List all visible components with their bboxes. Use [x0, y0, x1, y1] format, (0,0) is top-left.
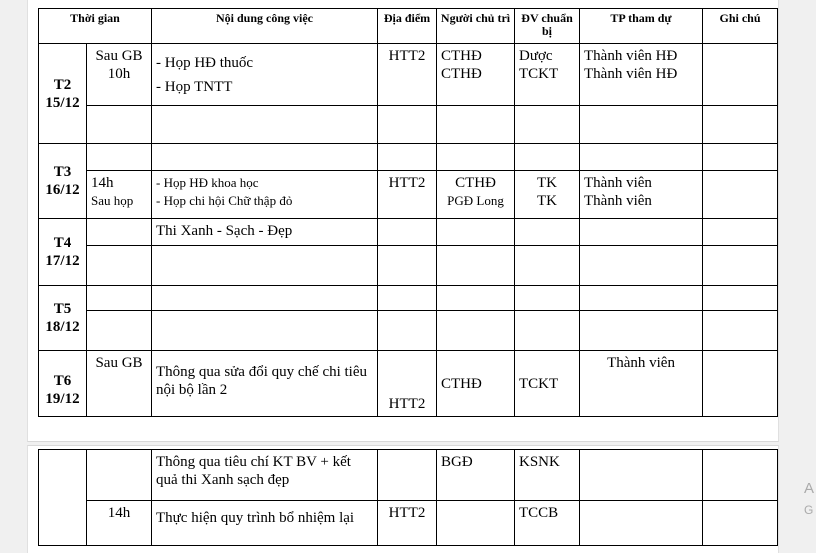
table-row: [39, 144, 778, 171]
header-note: Ghi chú: [703, 9, 778, 44]
time-cell: Sau GB 10h: [87, 44, 152, 106]
time-cell: 14h Sau họp: [87, 171, 152, 219]
prep-cell: TCCB: [515, 501, 580, 546]
schedule-table: [38, 8, 778, 417]
prep-cell: TCKT: [515, 351, 580, 417]
place-cell: HTT2: [378, 171, 437, 219]
attend-cell: Thành viên Thành viên: [580, 171, 703, 219]
prep-cell: Dược TCKT: [515, 44, 580, 106]
prep-cell: TK TK: [515, 171, 580, 219]
content-cell: Thông qua tiêu chí KT BV + kết quả thi Xanh sạch đẹp: [152, 450, 378, 501]
table-row: [39, 44, 778, 106]
content-cell: Thông qua sửa đổi quy chế chi tiêu nội bộ lần 2: [152, 351, 378, 417]
time-cell: Sau GB: [87, 351, 152, 417]
note-cell: [703, 171, 778, 219]
content-cell: Thực hiện quy trình bổ nhiệm lại: [152, 501, 378, 546]
table-row: [39, 501, 778, 546]
header-time: Thời gian: [39, 9, 152, 44]
table-row: [39, 311, 778, 351]
content-cell: Thi Xanh - Sạch - Đẹp: [152, 219, 378, 246]
day-label: T2: [53, 76, 72, 93]
day-cell: [39, 286, 87, 351]
note-cell: [703, 351, 778, 417]
header-host: Người chủ trì: [437, 9, 515, 44]
place-cell: HTT2: [378, 351, 437, 417]
day-date: 18/12: [45, 319, 80, 335]
side-letter-g: G: [804, 503, 814, 517]
header-place: Địa điểm: [378, 9, 437, 44]
day-cell: [39, 144, 87, 219]
day-date: 15/12: [45, 94, 80, 111]
host-cell: BGĐ: [437, 450, 515, 501]
place-cell: HTT2: [378, 501, 437, 546]
day-label: T5: [53, 301, 72, 317]
host-cell: CTHĐ PGĐ Long: [437, 171, 515, 219]
note-cell: [703, 44, 778, 106]
day-date: 17/12: [45, 253, 80, 269]
prep-cell: KSNK: [515, 450, 580, 501]
day-cell: [39, 351, 87, 417]
time-cell: 14h: [87, 501, 152, 546]
day-cell: [39, 44, 87, 144]
table-row: [39, 106, 778, 144]
table-row: [39, 246, 778, 286]
table-row: [39, 286, 778, 311]
day-label: T6: [53, 372, 72, 389]
table-row: [39, 450, 778, 501]
header-attend: TP tham dự: [580, 9, 703, 44]
host-cell: CTHĐ: [437, 351, 515, 417]
table-row: [39, 351, 778, 417]
host-cell: CTHĐ CTHĐ: [437, 44, 515, 106]
content-cell: - Họp HĐ thuốc - Họp TNTT: [152, 44, 378, 106]
schedule-table-continued: [38, 449, 778, 546]
place-cell: HTT2: [378, 44, 437, 106]
header-content: Nội dung công việc: [152, 9, 378, 44]
attend-cell: Thành viên HĐ Thành viên HĐ: [580, 44, 703, 106]
day-cell: [39, 219, 87, 286]
day-date: 16/12: [45, 182, 80, 198]
header-row: [39, 9, 778, 44]
day-label: T4: [53, 235, 72, 251]
day-date: 19/12: [45, 390, 80, 407]
header-prep: ĐV chuẩn bị: [515, 9, 580, 44]
content-cell: - Họp HĐ khoa học - Họp chi hội Chữ thập đỏ: [152, 171, 378, 219]
side-letter-a: A: [804, 480, 815, 497]
day-label: T3: [53, 164, 72, 180]
table-row: [39, 171, 778, 219]
attend-cell: Thành viên: [580, 351, 703, 417]
table-row: [39, 219, 778, 246]
